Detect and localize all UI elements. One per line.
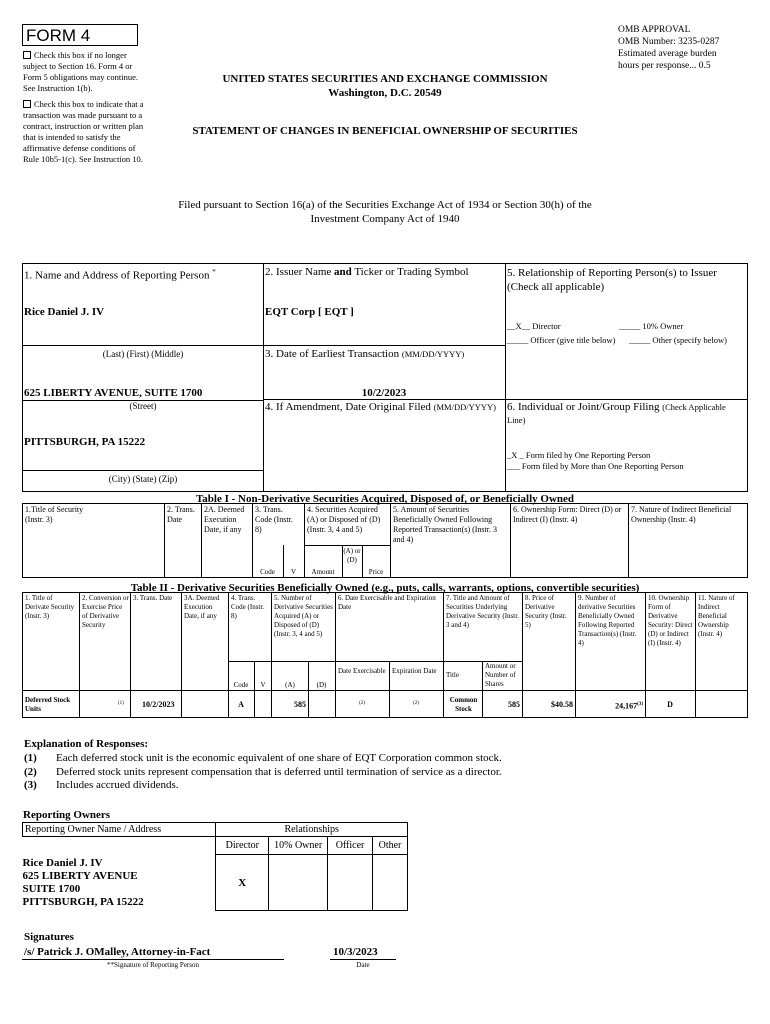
t1-col2: 2. Trans. Date <box>167 505 195 524</box>
t2-sub-a: (A) <box>285 681 295 689</box>
name-caption: (Last) (First) (Middle) <box>102 349 184 359</box>
t1-sub-v: V <box>290 568 297 576</box>
explanation-heading: Explanation of Responses: <box>24 738 149 750</box>
t2-sub-exercisable: Date Exercisable <box>338 667 386 675</box>
rel-director: __X__ Director <box>507 321 561 331</box>
t2-col6: 6. Date Exercisable and Expiration Date <box>338 594 436 611</box>
explanation-note-3: (3) Includes accrued dividends. <box>24 779 179 791</box>
signature-caption: **Signature of Reporting Person <box>107 961 199 969</box>
signature-name: /s/ Patrick J. OMalley, Attorney-in-Fact <box>24 946 211 958</box>
signatures-heading: Signatures <box>24 931 74 943</box>
t2-row-security: Deferred Stock Units <box>25 696 71 713</box>
owners-col-officer: Officer <box>328 837 373 855</box>
t2-row-code: A <box>238 700 244 709</box>
t1-col1: 1.Title of Security (Instr. 3) <box>25 505 84 524</box>
reporting-person-name: Rice Daniel J. IV <box>24 306 105 318</box>
checkbox-section16[interactable] <box>23 51 31 59</box>
box3-label: 3. Date of Earliest Transaction (MM/DD/YYYY) <box>265 348 465 360</box>
t2-col5: 5. Number of Derivative Securities Acquired (A) or Disposed of (D) (Instr. 3, 4 and 5) <box>274 594 333 638</box>
t1-col2a: 2A. Deemed Execution Date, if any <box>204 505 245 534</box>
t1-sub-ad: (A) or (D) <box>343 547 361 564</box>
t2-row-expiration-note: (2) <box>413 701 419 706</box>
form-title: FORM 4 <box>26 26 91 45</box>
owners-col-name: Reporting Owner Name / Address <box>23 823 216 837</box>
t2-col10: 10. Ownership Form of Derivative Security: Direct (D) or Indirect (I) (Instr. 4) <box>648 594 693 647</box>
table1-title: Table I - Non-Derivative Securities Acquired, Disposed of, or Beneficially Owned <box>195 493 575 505</box>
t2-col3: 3. Trans. Date <box>133 594 173 602</box>
t1-sub-price: Price <box>368 568 384 576</box>
t2-sub-expiration: Expiration Date <box>392 667 437 675</box>
owners-table <box>22 822 408 911</box>
box5-label: 5. Relationship of Reporting Person(s) to Issuer (Check all applicable) <box>507 267 717 293</box>
street-caption: (Street) <box>129 401 157 411</box>
owner-director-mark: X <box>216 855 269 911</box>
t1-col7: 7. Nature of Indirect Beneficial Ownership (Instr. 4) <box>631 505 732 524</box>
owners-col-owner: 10% Owner <box>269 837 328 855</box>
t2-col9: 9. Number of derivative Securities Beneficially Owned Following Reported Transaction(s) (Instr. 4) <box>578 594 637 647</box>
t1-col6: 6. Ownership Form: Direct (D) or Indirect (I) (Instr. 4) <box>513 505 622 524</box>
owners-col-director: Director <box>216 837 269 855</box>
t2-col3a: 3A. Deemed Execution Date, if any <box>184 594 220 620</box>
t2-sub-title: Title <box>446 671 459 679</box>
t2-sub-code: Code <box>233 681 249 689</box>
t2-row-owned: 24,167$^{(3)}$ <box>615 701 643 711</box>
date-caption: Date <box>356 961 370 969</box>
owner-name-address: Rice Daniel J. IV 625 LIBERTY AVENUE SUITE 1700 PITTSBURGH, PA 15222 <box>22 856 144 908</box>
earliest-date: 10/2/2023 <box>361 387 407 399</box>
form-title-box <box>22 24 138 46</box>
t2-row-date: 10/2/2023 <box>142 700 175 709</box>
t2-sub-v: V <box>260 681 266 689</box>
t2-sub-amount: Amount or Number of Shares <box>485 662 516 688</box>
t2-row-form: D <box>667 700 673 709</box>
filed-pursuant: Filed pursuant to Section 16(a) of the Securities Exchange Act of 1934 or Section 30(h) of the Investment Company Act of 1940 <box>178 199 592 225</box>
box1-label: 1. Name and Address of Reporting Person * <box>24 268 216 282</box>
owners-col-other: Other <box>373 837 408 855</box>
box4-label: 4. If Amendment, Date Original Filed (MM/DD/YYYY) <box>265 401 496 413</box>
checkbox-10b5[interactable] <box>23 100 31 108</box>
statement-title: STATEMENT OF CHANGES IN BENEFICIAL OWNERSHIP OF SECURITIES <box>192 125 578 137</box>
box2-label: 2. Issuer Name and Ticker or Trading Symbol <box>265 266 469 278</box>
rel-owner: _____ 10% Owner <box>619 321 684 331</box>
rel-other: _____ Other (specify below) <box>629 335 727 345</box>
owners-col-relationships: Relationships <box>216 823 408 837</box>
owners-heading: Reporting Owners <box>23 809 111 821</box>
t2-col11: 11. Nature of Indirect Beneficial Ownership (Instr. 4) <box>698 594 735 638</box>
t1-col5: 5. Amount of Securities Beneficially Owned Following Reported Transaction(s) (Instr. 3 and 4) <box>393 505 497 544</box>
t2-col7: 7. Title and Amount of Securities Underlying Derivative Security (Instr. 3 and 4) <box>446 594 519 629</box>
t2-row-exercisable-note: (2) <box>359 701 365 706</box>
t2-col8: 8. Price of Derivative Security (Instr. 5) <box>525 594 567 629</box>
signature-date: 10/3/2023 <box>333 946 378 958</box>
reporting-street: 625 LIBERTY AVENUE, SUITE 1700 <box>24 387 203 399</box>
table2-title: Table II - Derivative Securities Beneficially Owned (e.g., puts, calls, warrants, options, convertible securities) <box>130 582 640 594</box>
issuer-name: EQT Corp [ EQT ] <box>265 306 354 318</box>
t2-row-price: $40.58 <box>551 700 573 709</box>
checkbox-10b5-text: Check this box to indicate that a transaction was made pursuant to a contract, instruction or written plan that is intended to satisfy the affirmative defense conditions of Rule 10b5-1(c). See Instruction 10. <box>23 99 144 164</box>
explanation-note-1: (1) Each deferred stock unit is the economic equivalent of one share of EQT Corporation common stock. <box>24 752 502 764</box>
t2-row-underlying-title: Common Stock <box>449 696 478 713</box>
checkbox-section16-text: Check this box if no longer subject to Section 16. Form 4 or Form 5 obligations may continue. See Instruction 1(b). <box>23 50 138 93</box>
t2-row-underlying-amount: 585 <box>508 700 520 709</box>
explanation-note-2: (2) Deferred stock units represent compensation that is deferred until termination of service as a director. <box>24 766 502 778</box>
box6-label: 6. Individual or Joint/Group Filing (Check Applicable Line) <box>507 401 726 425</box>
t2-col1: 1. Title of Derivate Security (Instr. 3) <box>25 594 75 620</box>
t2-col4: 4. Trans. Code (Instr. 8) <box>231 594 265 620</box>
rel-officer: _____ Officer (give title below) <box>507 335 616 345</box>
t1-sub-amount: Amount <box>311 568 335 576</box>
t2-row-amount: 585 <box>294 700 306 709</box>
agency-header: UNITED STATES SECURITIES AND EXCHANGE COMMISSION Washington, D.C. 20549 <box>222 73 548 99</box>
t1-col3: 3. Trans. Code (Instr. 8) <box>255 505 293 534</box>
filing-more: ___ Form filed by More than One Reporting Person <box>507 461 684 471</box>
omb-approval: OMB APPROVAL OMB Number: 3235-0287 Estimated average burden hours per response... 0.5 <box>618 25 720 71</box>
t1-sub-code: Code <box>260 568 275 576</box>
city-caption: (City) (State) (Zip) <box>108 474 178 484</box>
reporting-city: PITTSBURGH, PA 15222 <box>24 436 146 448</box>
t2-col2: 2. Conversion or Exercise Price of Derivative Security <box>82 594 129 629</box>
t2-row-conv-note: (1) <box>118 701 124 706</box>
filing-one: _X _ Form filed by One Reporting Person <box>507 450 651 460</box>
t1-col4: 4. Securities Acquired (A) or Disposed of (D) (Instr. 3, 4 and 5) <box>307 505 381 534</box>
t2-sub-d: (D) <box>316 681 327 689</box>
